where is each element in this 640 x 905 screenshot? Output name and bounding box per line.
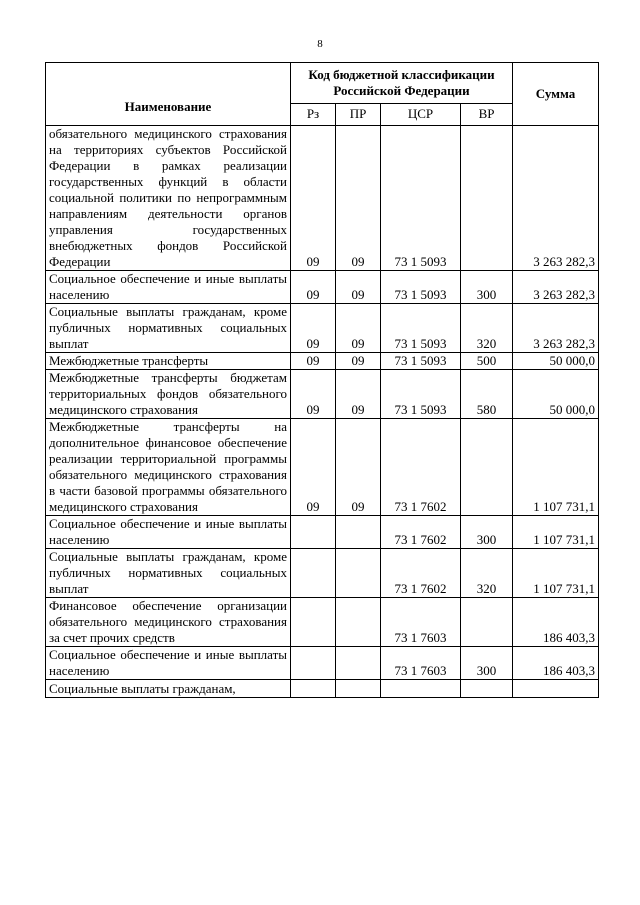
row-pr bbox=[336, 598, 381, 647]
row-sum: 3 263 282,3 bbox=[513, 304, 599, 353]
column-header-name: Наименование bbox=[46, 63, 291, 126]
row-vr: 300 bbox=[461, 647, 513, 680]
row-csr: 73 1 5093 bbox=[381, 353, 461, 370]
row-csr: 73 1 5093 bbox=[381, 271, 461, 304]
row-pr: 09 bbox=[336, 126, 381, 271]
row-sum: 1 107 731,1 bbox=[513, 419, 599, 516]
row-rz: 09 bbox=[291, 126, 336, 271]
row-csr: 73 1 5093 bbox=[381, 370, 461, 419]
row-vr bbox=[461, 419, 513, 516]
row-sum: 50 000,0 bbox=[513, 353, 599, 370]
row-sum: 186 403,3 bbox=[513, 598, 599, 647]
row-pr: 09 bbox=[336, 353, 381, 370]
table-row bbox=[46, 647, 599, 680]
row-name: Социальное обеспечение и иные выплаты населению bbox=[46, 271, 291, 304]
row-name: Межбюджетные трансферты бюджетам территориальных фондов обязательного медицинского страхования bbox=[46, 370, 291, 419]
row-pr bbox=[336, 516, 381, 549]
table-body bbox=[46, 126, 599, 698]
page-number: 8 bbox=[317, 38, 323, 50]
column-header-pr: ПР bbox=[336, 103, 381, 125]
row-vr bbox=[461, 126, 513, 271]
row-csr: 73 1 7602 bbox=[381, 516, 461, 549]
row-csr: 73 1 7603 bbox=[381, 598, 461, 647]
row-pr bbox=[336, 680, 381, 698]
budget-table bbox=[45, 62, 599, 698]
row-sum: 1 107 731,1 bbox=[513, 516, 599, 549]
row-rz bbox=[291, 516, 336, 549]
row-vr bbox=[461, 680, 513, 698]
row-name: Финансовое обеспечение организации обязательного медицинского страхования за счет прочих средств bbox=[46, 598, 291, 647]
table-row bbox=[46, 598, 599, 647]
table-row bbox=[46, 516, 599, 549]
row-sum: 186 403,3 bbox=[513, 647, 599, 680]
row-pr: 09 bbox=[336, 419, 381, 516]
table-row bbox=[46, 304, 599, 353]
row-csr bbox=[381, 680, 461, 698]
row-name: Межбюджетные трансферты bbox=[46, 353, 291, 370]
row-name: Социальные выплаты гражданам, кроме публичных нормативных социальных выплат bbox=[46, 304, 291, 353]
row-vr: 320 bbox=[461, 549, 513, 598]
row-name: Социальное обеспечение и иные выплаты населению bbox=[46, 516, 291, 549]
row-csr: 73 1 5093 bbox=[381, 304, 461, 353]
row-rz: 09 bbox=[291, 304, 336, 353]
row-rz bbox=[291, 598, 336, 647]
table-row bbox=[46, 353, 599, 370]
column-header-csr: ЦСР bbox=[381, 103, 461, 125]
row-vr: 320 bbox=[461, 304, 513, 353]
row-name: Социальное обеспечение и иные выплаты населению bbox=[46, 647, 291, 680]
row-pr: 09 bbox=[336, 271, 381, 304]
row-csr: 73 1 7602 bbox=[381, 549, 461, 598]
table-row bbox=[46, 549, 599, 598]
row-rz bbox=[291, 549, 336, 598]
row-sum: 3 263 282,3 bbox=[513, 271, 599, 304]
row-pr bbox=[336, 549, 381, 598]
row-rz bbox=[291, 680, 336, 698]
table-row bbox=[46, 271, 599, 304]
table-header bbox=[46, 63, 599, 126]
row-rz bbox=[291, 647, 336, 680]
column-header-vr: ВР bbox=[461, 103, 513, 125]
row-vr: 580 bbox=[461, 370, 513, 419]
row-pr: 09 bbox=[336, 370, 381, 419]
table-row bbox=[46, 680, 599, 698]
row-name: Социальные выплаты гражданам, кроме публичных нормативных социальных выплат bbox=[46, 549, 291, 598]
row-vr bbox=[461, 598, 513, 647]
row-rz: 09 bbox=[291, 419, 336, 516]
column-header-sum: Сумма bbox=[513, 63, 599, 126]
row-sum: 1 107 731,1 bbox=[513, 549, 599, 598]
row-vr: 500 bbox=[461, 353, 513, 370]
row-name: Межбюджетные трансферты на дополнительное финансовое обеспечение реализации территориальной программы обязательного медицинского страхования в части базовой программы обязательного медицинского страхования bbox=[46, 419, 291, 516]
row-name: обязательного медицинского страхования на территориях субъектов Российской Федерации в рамках реализации государственных функций в области социальной политики по непрограммным направлениям деятельности органов управления государственных внебюджетных фондов Российской Федерации bbox=[46, 126, 291, 271]
row-vr: 300 bbox=[461, 271, 513, 304]
table-row bbox=[46, 419, 599, 516]
row-pr: 09 bbox=[336, 304, 381, 353]
row-rz: 09 bbox=[291, 271, 336, 304]
row-vr: 300 bbox=[461, 516, 513, 549]
row-sum bbox=[513, 680, 599, 698]
row-pr bbox=[336, 647, 381, 680]
row-rz: 09 bbox=[291, 370, 336, 419]
row-csr: 73 1 5093 bbox=[381, 126, 461, 271]
column-header-code-group: Код бюджетной классификации Российской Федерации bbox=[291, 63, 513, 104]
row-csr: 73 1 7602 bbox=[381, 419, 461, 516]
row-csr: 73 1 7603 bbox=[381, 647, 461, 680]
table-row bbox=[46, 126, 599, 271]
row-sum: 50 000,0 bbox=[513, 370, 599, 419]
row-name: Социальные выплаты гражданам, bbox=[46, 680, 291, 698]
column-header-rz: Рз bbox=[291, 103, 336, 125]
row-sum: 3 263 282,3 bbox=[513, 126, 599, 271]
table-row bbox=[46, 370, 599, 419]
row-rz: 09 bbox=[291, 353, 336, 370]
